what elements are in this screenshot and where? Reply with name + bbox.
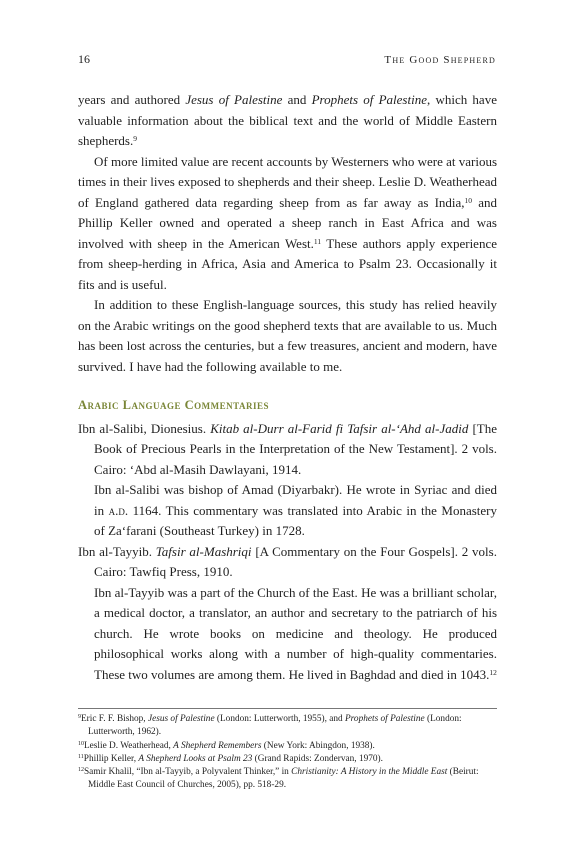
book-title: A Shepherd Looks at Psalm 23 [138,753,253,764]
section-heading: Arabic Language Commentaries [78,398,269,412]
text-span: 1164. This commentary was translated into Arabic in the Monastery of Za‘farani (Southeast Turkey) in 1728. [94,502,497,538]
footnote-ref[interactable]: 9 [133,134,137,143]
footnotes [78,708,497,793]
text-span: Leslie D. Weatherhead, [84,740,174,751]
footnote-ref[interactable]: 12 [489,667,497,677]
era-label: a.d. [108,502,129,518]
entry-note [78,480,497,542]
footnote-ref[interactable]: 11 [313,236,322,246]
book-title: Prophets of Palestine [344,714,425,724]
page-number: 16 [78,52,90,66]
bibliography-entry [78,419,497,481]
text-span: (New York: Abingdon, 1938). [261,740,375,751]
entry-details: [A Commentary on the Four Gospels]. 2 vols. Cairo: Tawfiq Press, 1910. [94,543,497,579]
book-title: A Shepherd Remembers [173,740,262,751]
book-title: Jesus of Palestine [147,714,215,724]
footnote [78,740,497,753]
paragraph-3: In addition to these English-language sources, this study has relied heavily on the Arabic writings on the good shepherd texts that are available to us. Much has been lost across the centuries, but a few treasures, ancient and modern, have survived. I have had the following available to me. [78,297,497,374]
text-span: Eric F. F. Bishop, [81,714,148,724]
footnote-number: 9 [78,714,81,720]
text-span: Samir Khalil, “Ibn al-Tayyib, a Polyvalent Thinker,” in [84,767,292,778]
paragraph-1 [78,90,497,152]
entry-title: Kitab al-Durr al-Farid fi Tafsir al-‘Ahd al-Jadid [210,420,469,436]
text-span: (London: Lutterworth, 1955), and [214,714,345,724]
running-header [78,52,496,67]
main-text [78,90,497,685]
paragraph-2 [78,152,497,296]
text-span: Ibn al-Tayyib was a part of the Church of the East. He was a brilliant scholar, a medical doctor, a translator, an author and secretary to the patriarch of his church. He wrote books on medicine and theology. He produced philosophical works along with a number of high-quality commentaries. These two volumes are among them. He lived in Baghdad and died in 1043. [94,584,497,682]
entry-title: Tafsir al-Mashriqi [155,543,252,559]
text-span: and Phillip Keller owned and operated a sheep ranch in East Africa and was involved with sheep in the American West. [78,194,497,251]
text-span: Ibn al-Salibi was bishop of Amad (Diyarbakr). He wrote in Syriac and died in [94,482,497,518]
footnote [78,766,497,793]
entry-author: Ibn al-Salibi, Dionesius. [78,420,211,436]
text-span: , which have valuable information about the biblical text and the world of Middle Eastern shepherds. [78,92,497,148]
text-span: and [282,92,312,107]
entry-details: [The Book of Precious Pearls in the Interpretation of the New Testament]. 2 vols. Cairo: ‘Abd al-Masih Dawlayani, 1914. [94,420,497,477]
book-title: Christianity: A History in the Middle East [291,767,448,778]
entry-note [78,583,497,686]
book-title: Prophets of Palestine [311,92,427,107]
footnote-number: 12 [78,767,84,774]
footnote-number: 11 [78,753,84,760]
book-title: Jesus of Palestine [185,92,283,107]
bibliography-entry [78,542,497,583]
text-span: Phillip Keller, [83,753,139,764]
footnote-ref[interactable]: 10 [464,195,473,205]
footnote-number: 10 [78,740,84,747]
text-span: years and authored [78,92,186,107]
text-span: (Grand Rapids: Zondervan, 1970). [252,753,383,764]
footnote [78,753,497,766]
running-title: The Good Shepherd [384,54,496,66]
text-span: (Beirut: Middle East Council of Churches, 2005), pp. 518-29. [88,767,479,791]
text-span: These authors apply experience from sheep-herding in Africa, Asia and America to Psalm 23. Occasionally it fits and is useful. [78,235,497,292]
text-span: (London: Lutterworth, 1962). [88,714,462,738]
footnote [78,713,497,740]
text-span: Of more limited value are recent accounts by Westerners who were at various times in their lives exposed to shepherds and their sheep. Leslie D. Weatherhead of England gathered data regarding sheep from as far away as India, [78,153,497,210]
entry-author: Ibn al-Tayyib. [78,543,156,559]
